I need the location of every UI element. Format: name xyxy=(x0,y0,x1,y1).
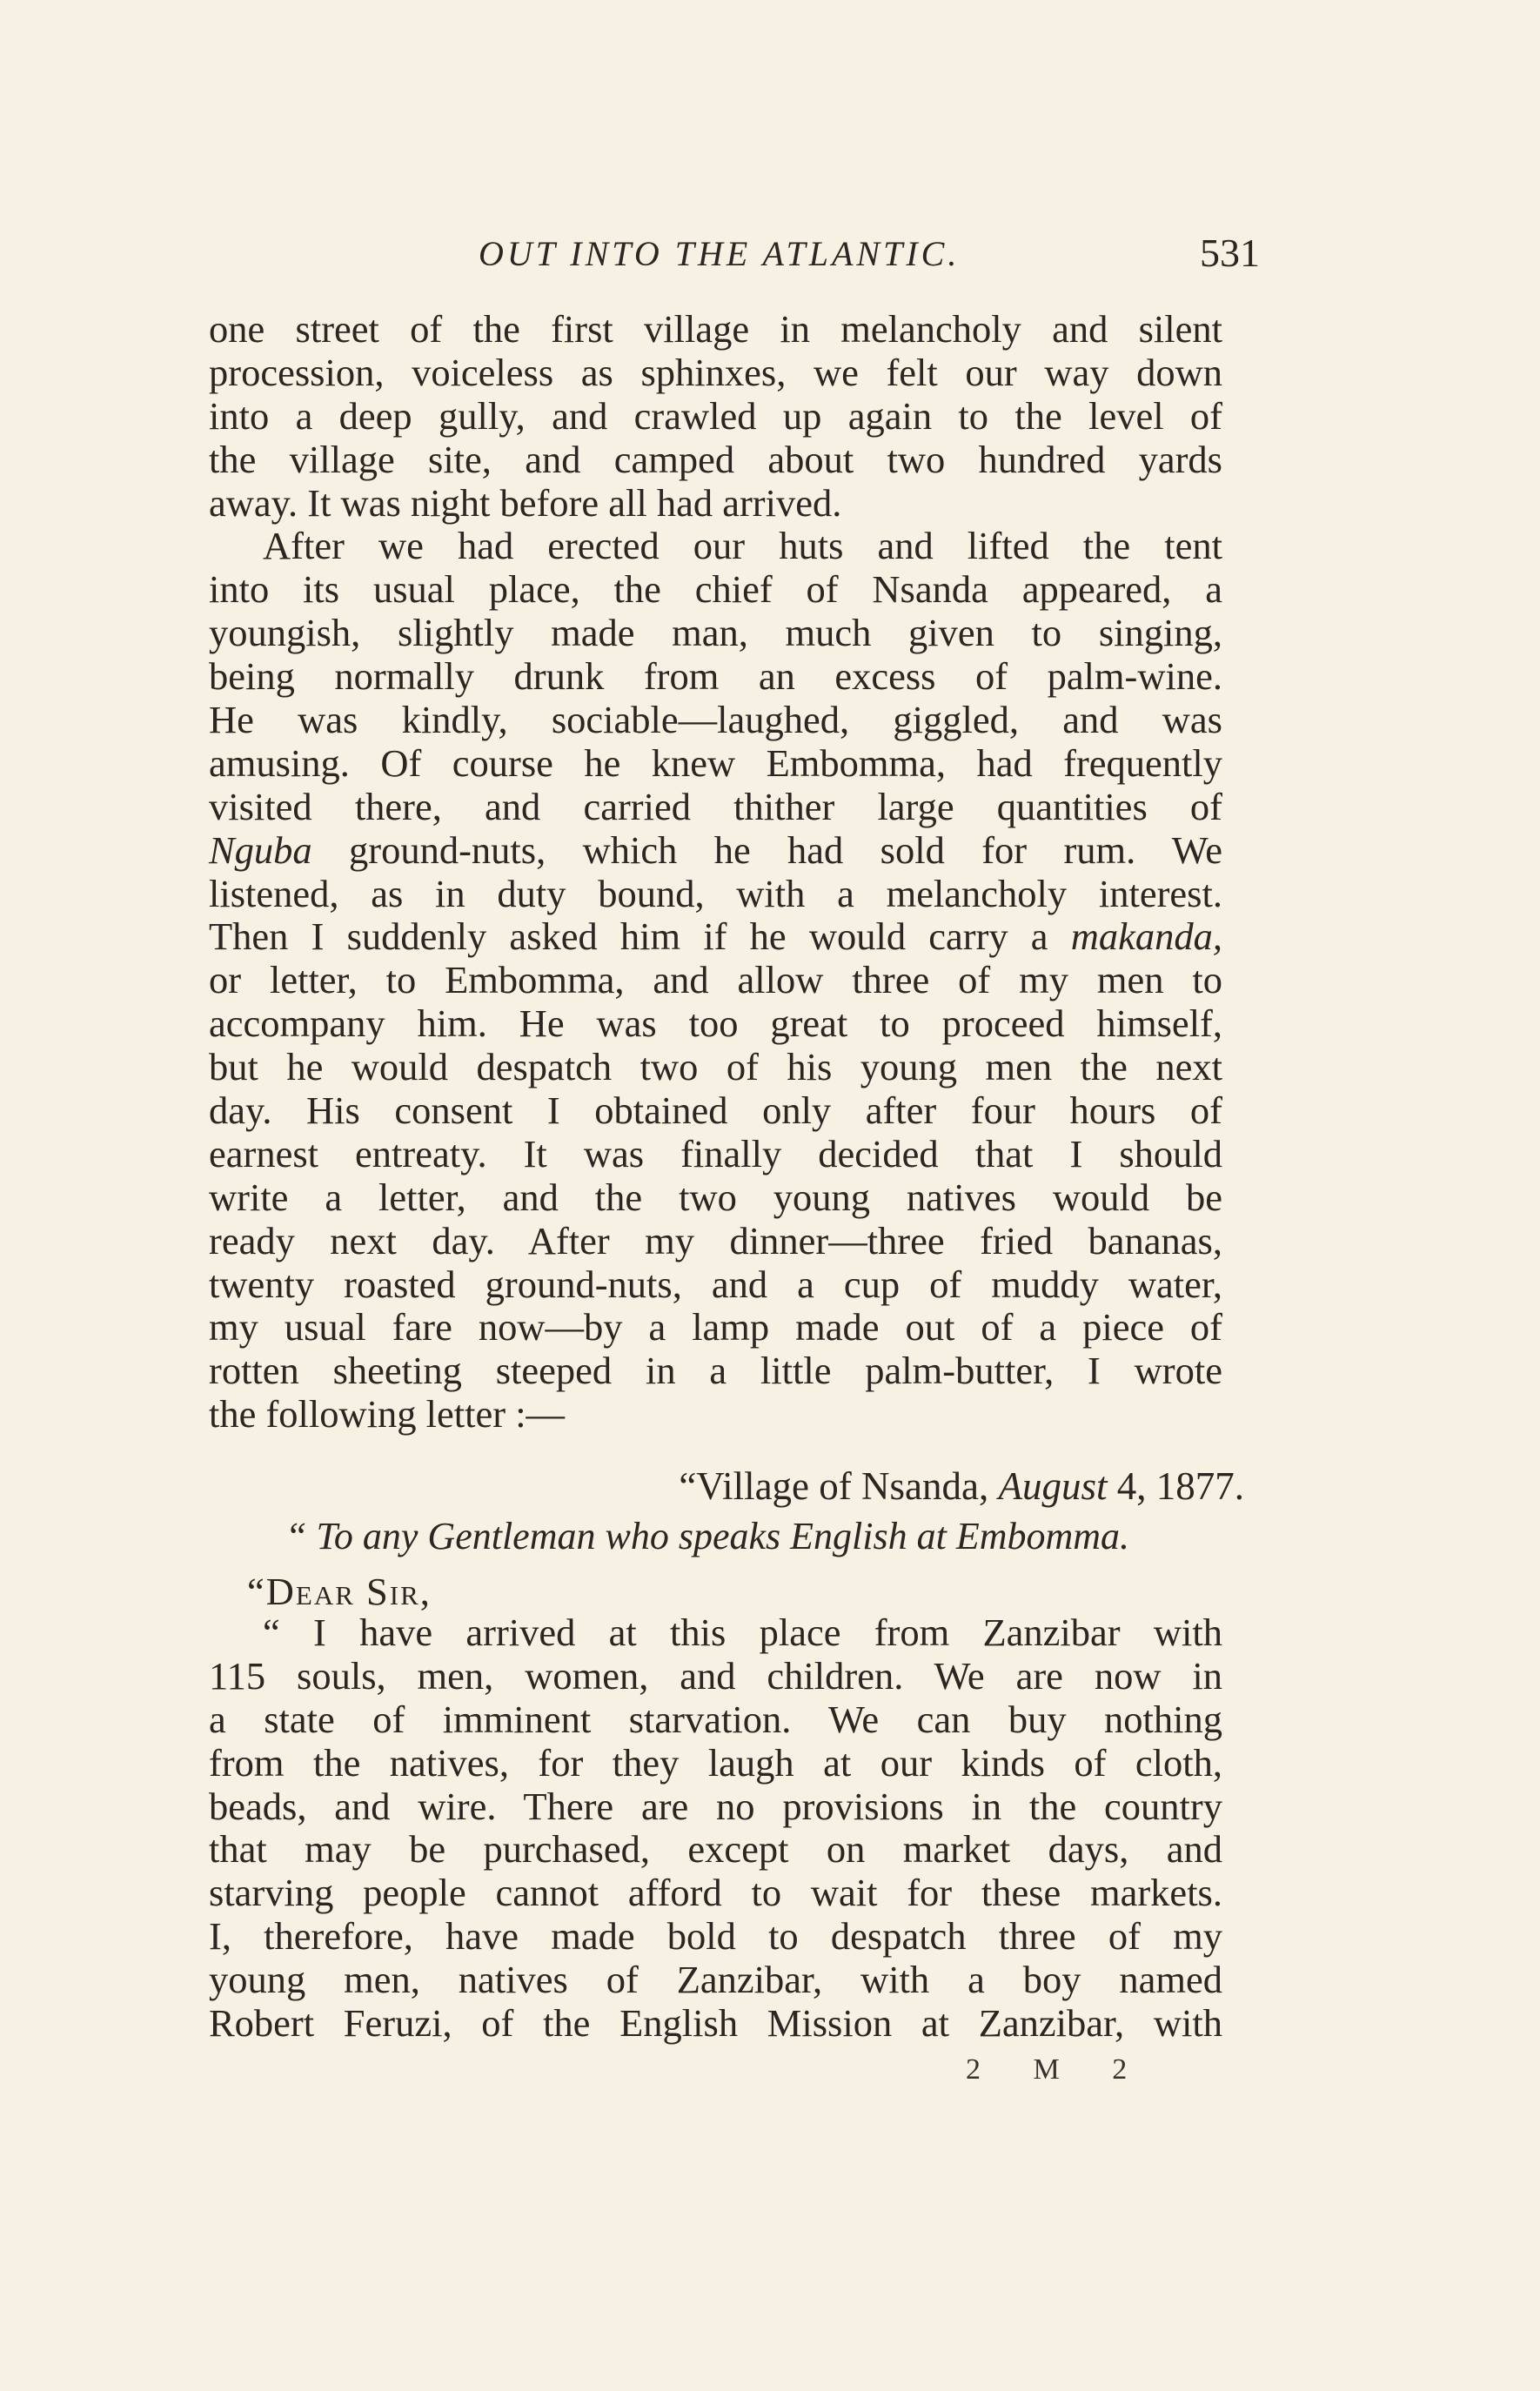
date-month: August xyxy=(998,1464,1108,1508)
italic-word: Nguba xyxy=(209,827,312,872)
text-line: procession, voiceless as sphinxes, we felt our way down xyxy=(209,350,1222,394)
text-line: starving people cannot afford to wait for these markets. xyxy=(209,1871,1222,1915)
text-line: the village site, and camped about two hundred yards xyxy=(209,437,1222,481)
text-line: a state of imminent starvation. We can buy nothing xyxy=(209,1697,1222,1741)
text-line: write a letter, and the two young natives would be xyxy=(209,1175,1222,1219)
running-title: OUT INTO THE ATLANTIC. xyxy=(479,234,961,273)
text-line: into its usual place, the chief of Nsanda appeared, a xyxy=(209,567,1222,612)
text-line: away. It was night before all had arrived. xyxy=(209,480,842,525)
text-line: but he would despatch two of his young men the next xyxy=(209,1045,1222,1089)
text-line: one street of the first village in melancholy and silent xyxy=(209,307,1222,351)
text-line: from the natives, for they laugh at our kinds of cloth, xyxy=(209,1740,1222,1785)
text-fragment: ground-nuts, which he had sold for rum. We xyxy=(311,827,1222,872)
running-head xyxy=(209,219,1260,280)
text-line: my usual fare now—by a lamp made out of a piece of xyxy=(209,1305,1222,1350)
text-line: twenty roasted ground-nuts, and a cup of muddy water, xyxy=(209,1262,1222,1306)
text-line: or letter, to Embomma, and allow three of my men to xyxy=(209,958,1222,1002)
text-line: 115 souls, men, women, and children. We are now in xyxy=(209,1653,1222,1698)
salutation-text: Dear Sir, xyxy=(265,1570,432,1613)
text-line: accompany him. He was too great to proceed himself, xyxy=(209,1001,1222,1046)
italic-word: makanda, xyxy=(1070,914,1222,959)
text-line: listened, as in duty bound, with a melancholy interest. xyxy=(209,871,1222,915)
text-line: earnest entreaty. It was finally decided that I should xyxy=(209,1131,1222,1175)
text-line: day. His consent I obtained only after four hours of xyxy=(209,1088,1222,1133)
text-line: I, therefore, have made bold to despatch three of my xyxy=(209,1914,1222,1959)
text-line xyxy=(209,915,1222,959)
text-line: ready next day. After my dinner—three fried bananas, xyxy=(209,1218,1222,1262)
letter-body xyxy=(209,1611,1222,2046)
text-line: beads, and wire. There are no provisions in the country xyxy=(209,1784,1222,1828)
letter-date xyxy=(496,1463,1244,1509)
salutation-quote: “ xyxy=(247,1570,266,1613)
text-line: young men, natives of Zanzibar, with a boy named xyxy=(209,1958,1222,2002)
text-line: youngish, slightly made man, much given to singing, xyxy=(209,611,1222,655)
text-line: into a deep gully, and crawled up again to the level of xyxy=(209,393,1222,438)
text-line xyxy=(209,829,1222,873)
date-rest: 4, 1877. xyxy=(1107,1464,1244,1508)
printer-signature-mark: 2 M 2 xyxy=(966,2053,1150,2086)
paragraph-start-line: “ I have arrived at this place from Zanzibar with xyxy=(263,1611,1222,1654)
text-fragment: Then I suddenly asked him if he would carry a xyxy=(209,914,1071,959)
letter-salutation xyxy=(247,1569,432,1614)
text-line: amusing. Of course he knew Embomma, had frequently xyxy=(209,740,1222,785)
text-line: being normally drunk from an excess of palm-wine. xyxy=(209,654,1222,699)
letter-address: “ To any Gentleman who speaks English at Embomma. xyxy=(285,1515,1130,1557)
text-line: Robert Feruzi, of the English Mission at Zanzibar, with xyxy=(209,2001,1222,2046)
text-line: that may be purchased, except on market days, and xyxy=(209,1827,1222,1872)
date-prefix: “Village of Nsanda, xyxy=(679,1464,999,1508)
text-line: the following letter :— xyxy=(209,1392,566,1437)
body-text xyxy=(209,308,1222,1437)
text-line: He was kindly, sociable—laughed, giggled, and was xyxy=(209,698,1222,742)
text-line: visited there, and carried thither large quantities of xyxy=(209,784,1222,828)
text-line: rotten sheeting steeped in a little palm-butter, I wrote xyxy=(209,1349,1222,1393)
paragraph-start-line: After we had erected our huts and lifted the tent xyxy=(263,524,1222,568)
page-number: 531 xyxy=(1200,231,1260,275)
